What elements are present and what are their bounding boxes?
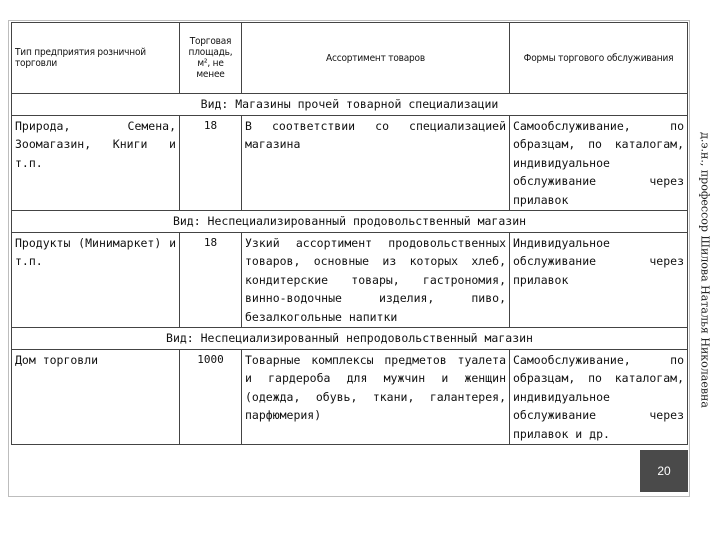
cell-area: 18 (180, 116, 242, 211)
header-assortment: Ассортимент товаров (242, 23, 510, 94)
header-type: Тип предприятия розничной торговли (12, 23, 180, 94)
header-area-line2: площадь, м², не менее (188, 47, 233, 80)
header-area-line1: Торговая (189, 36, 232, 47)
table-row (12, 350, 688, 445)
header-service: Формы торгового обслуживания (510, 23, 688, 94)
cell-area: 18 (180, 233, 242, 328)
cell-type: Продукты (Минимаркет) и т.п. (12, 233, 180, 328)
retail-types-table (11, 22, 688, 445)
section-row (12, 211, 688, 233)
cell-assortment: В соответствии со специализацией магазина (242, 116, 510, 211)
section-title: Вид: Неспециализированный непродовольственный магазин (12, 328, 688, 350)
cell-service: Самообслуживание, по образцам, по каталогам, индивидуальное обслуживание через прилавок и др. (510, 350, 688, 445)
section-row (12, 328, 688, 350)
cell-service: Индивидуальное обслуживание через прилавок (510, 233, 688, 328)
cell-service: Самообслуживание, по образцам, по каталогам, индивидуальное обслуживание через прилавок (510, 116, 688, 211)
cell-assortment: Узкий ассортимент продовольственных товаров, основные из которых хлеб, кондитерские товары, гастрономия, винно-водочные изделия, пиво, безалкогольные напитки (242, 233, 510, 328)
cell-assortment: Товарные комплексы предметов туалета и гардероба для мужчин и женщин (одежда, обувь, ткани, галантерея, парфюмерия) (242, 350, 510, 445)
cell-type: Дом торговли (12, 350, 180, 445)
page-number: 20 (640, 450, 688, 492)
cell-type: Природа, Семена, Зоомагазин, Книги и т.п. (12, 116, 180, 211)
section-title: Вид: Неспециализированный продовольственный магазин (12, 211, 688, 233)
table-row (12, 233, 688, 328)
section-row (12, 94, 688, 116)
header-area (180, 23, 242, 94)
section-title: Вид: Магазины прочей товарной специализации (12, 94, 688, 116)
cell-area: 1000 (180, 350, 242, 445)
table-row (12, 116, 688, 211)
header-row (12, 23, 688, 94)
author-caption: д.э.н., профессор Шилова Наталья Николаевна (698, 132, 712, 408)
